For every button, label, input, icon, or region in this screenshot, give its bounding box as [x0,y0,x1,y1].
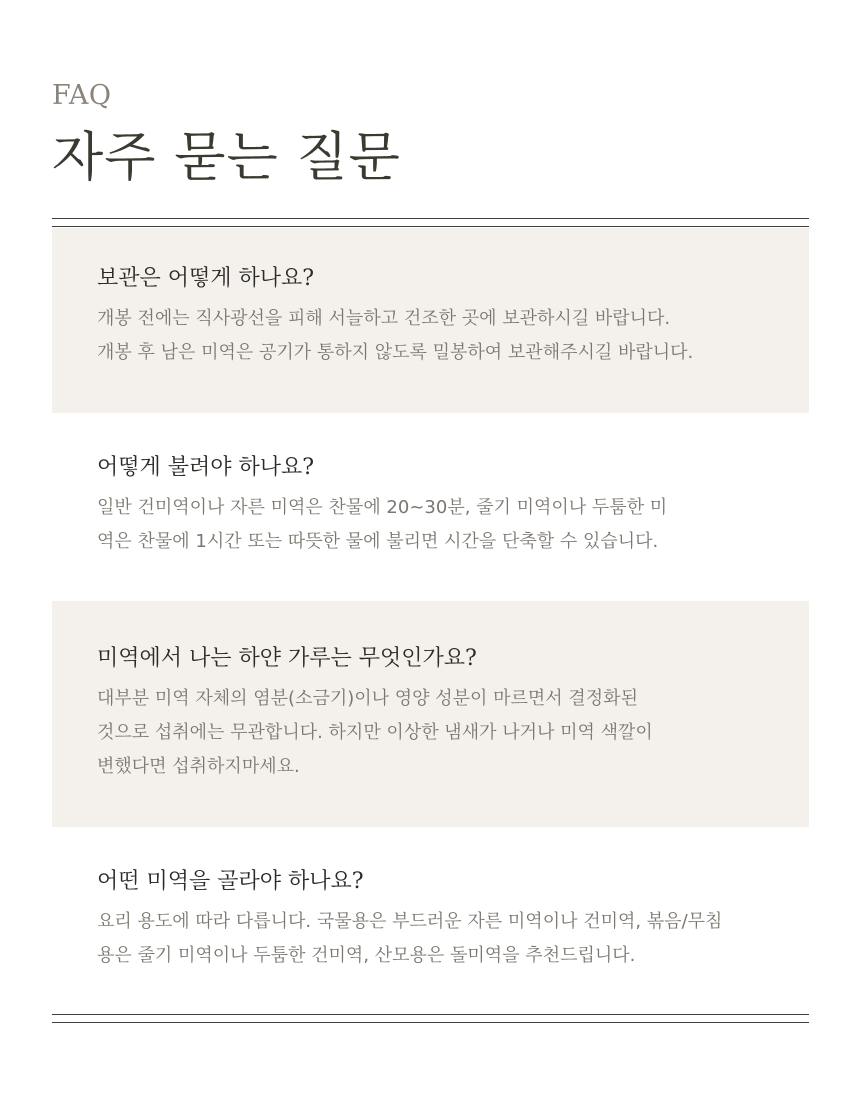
top-divider-lower [52,226,809,227]
faq-question: 어떻게 불려야 하나요? [97,455,315,480]
answer-line: 것으로 섭취에는 무관합니다. 하지만 이상한 냄새가 나거나 미역 색깔이 [97,722,653,743]
answer-line: 역은 찬물에 1시간 또는 따뜻한 물에 불리면 시간을 단축할 수 있습니다. [97,531,659,552]
faq-item-storage [52,228,809,413]
faq-question: 보관은 어떻게 하나요? [97,266,315,291]
faq-question: 어떤 미역을 골라야 하나요? [97,869,364,894]
faq-question: 미역에서 나는 하얀 가루는 무엇인가요? [97,646,477,671]
answer-line: 용은 줄기 미역이나 두툼한 건미역, 산모용은 돌미역을 추천드립니다. [97,945,636,966]
answer-line: 변했다면 섭취하지마세요. [97,756,300,777]
faq-answer [97,905,809,973]
answer-line: 요리 용도에 따라 다릅니다. 국물용은 부드러운 자른 미역이나 건미역, 볶음/무침 [97,911,723,932]
bottom-divider-lower [52,1022,809,1023]
bottom-divider-upper [52,1014,809,1015]
answer-line: 대부분 미역 자체의 염분(소금기)이나 영양 성분이 마르면서 결정화된 [97,688,638,709]
faq-answer [97,302,809,370]
answer-line: 개봉 후 남은 미역은 공기가 통하지 않도록 밀봉하여 보관해주시길 바랍니다. [97,342,694,363]
answer-line: 일반 건미역이나 자른 미역은 찬물에 20~30분, 줄기 미역이나 두툼한 미 [97,497,668,518]
faq-answer [97,682,809,784]
faq-eyebrow: FAQ [52,80,112,111]
answer-line: 개봉 전에는 직사광선을 피해 서늘하고 건조한 곳에 보관하시길 바랍니다. [97,308,671,329]
faq-item-choosing [52,827,809,1013]
top-divider-upper [52,218,809,219]
faq-item-white-powder [52,601,809,827]
faq-answer [97,491,809,559]
page-title: 자주 묻는 질문 [52,127,401,188]
faq-item-soaking [52,413,809,601]
